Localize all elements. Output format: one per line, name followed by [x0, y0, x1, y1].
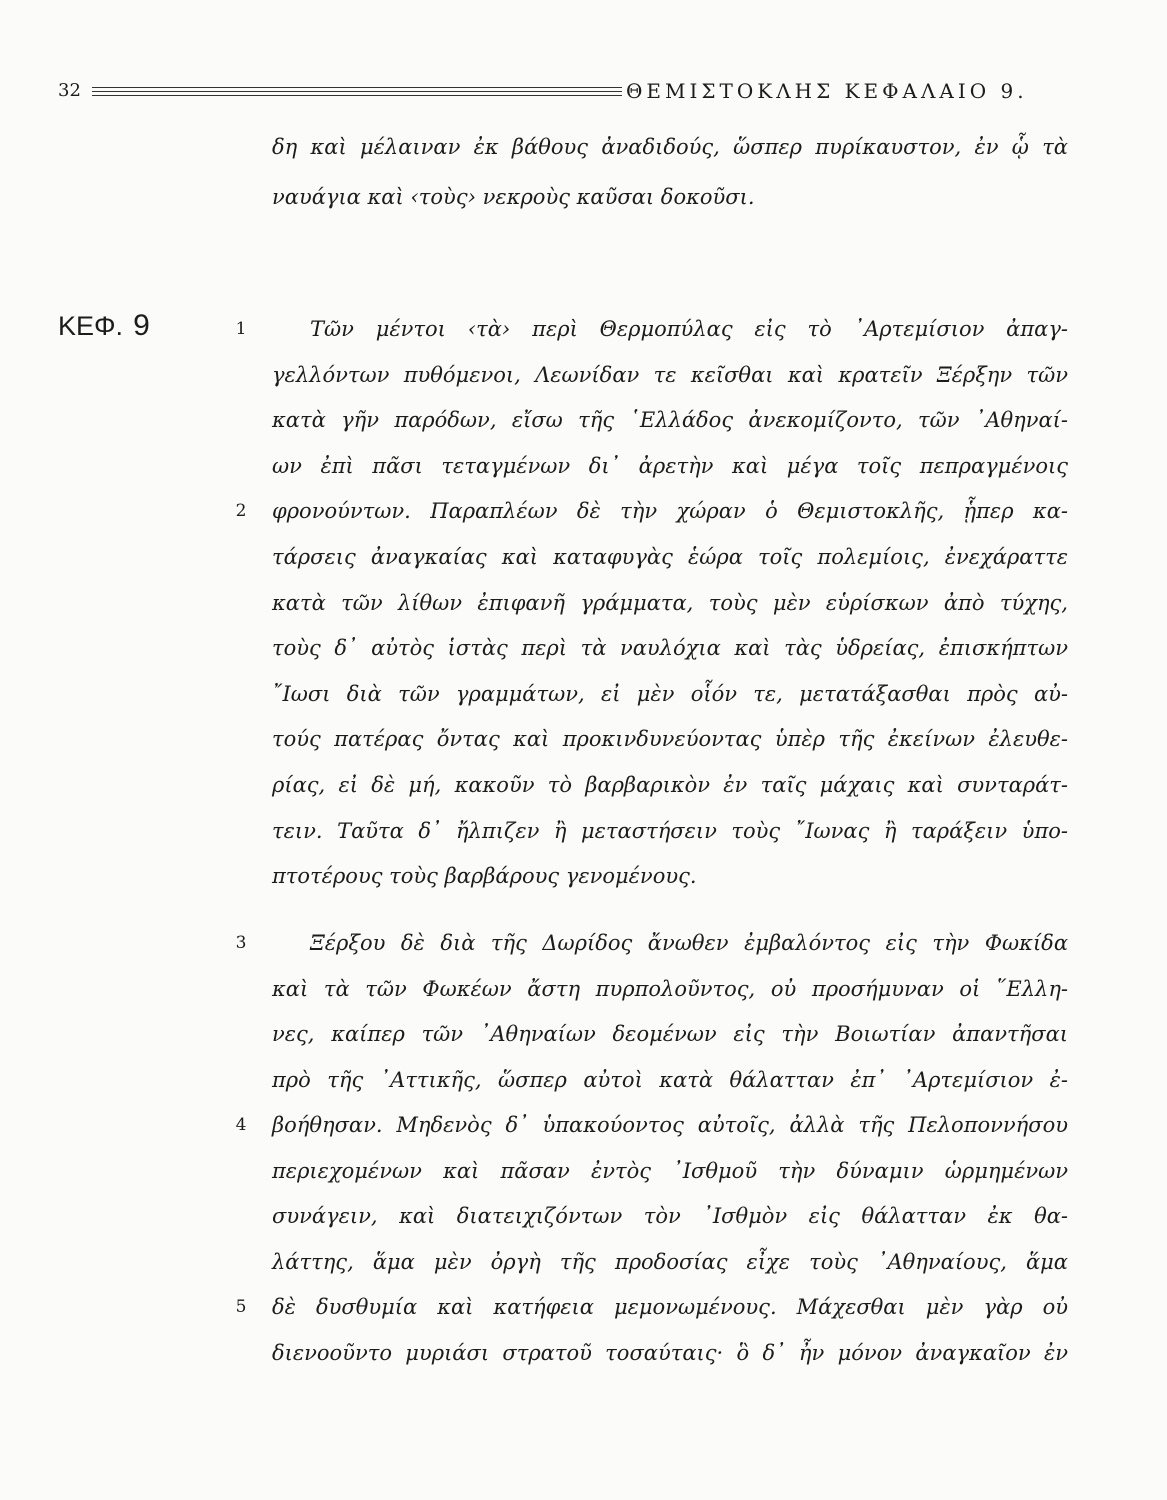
header-rule	[92, 95, 622, 96]
text-line: λάττης, ἅμα μὲν ὀργὴ τῆς προδοσίας εἶχε τοὺς ᾿Αθηναίους, ἅμα	[272, 1250, 1068, 1274]
text-line: ων ἐπὶ πᾶσι τεταγμένων δι᾿ ἀρετὴν καὶ μέγα τοῖς πεπραγμένοις	[272, 454, 1068, 478]
text-line: πρὸ τῆς ᾿Αττικῆς, ὥσπερ αὐτοὶ κατὰ θάλατταν ἐπ᾿ ᾿Αρτεμίσιον ἐ-	[272, 1068, 1068, 1092]
section-number: 3	[235, 933, 247, 953]
text-line: φρονούντων. Παραπλέων δὲ τὴν χώραν ὁ Θεμιστοκλῆς, ᾗπερ κα-	[272, 499, 1068, 523]
text-line: νες, καίπερ τῶν ᾿Αθηναίων δεομένων εἰς τὴν Βοιωτίαν ἀπαντῆσαι	[272, 1022, 1068, 1046]
text-line: Ξέρξου δὲ διὰ τῆς Δωρίδος ἄνωθεν ἐμβαλόντος εἰς τὴν Φωκίδα	[310, 931, 1068, 955]
text-line: πτοτέρους τοὺς βαρβάρους γενομένους.	[272, 864, 697, 888]
text-line: τάρσεις ἀναγκαίας καὶ καταφυγὰς ἑώρα τοῖς πολεμίοις, ἐνεχάραττε	[272, 545, 1068, 569]
page-number: 32	[58, 80, 81, 101]
section-number: 1	[235, 319, 247, 339]
running-title: ΘΕΜΙΣΤΟΚΛΗΣ ΚΕΦΑΛΑΙΟ 9.	[626, 79, 1028, 103]
text-line: κατὰ τῶν λίθων ἐπιφανῆ γράμματα, τοὺς μὲν εὑρίσκων ἀπὸ τύχης,	[272, 591, 1068, 615]
text-line: βοήθησαν. Μηδενὸς δ᾿ ὑπακούοντος αὐτοῖς, ἀλλὰ τῆς Πελοποννήσου	[272, 1113, 1068, 1137]
text-line: τούς πατέρας ὄντας καὶ προκινδυνεύοντας ὑπὲρ τῆς ἐκείνων ἐλευθε-	[272, 727, 1068, 751]
text-line: καὶ τὰ τῶν Φωκέων ἄστη πυρπολοῦντος, οὐ προσήμυναν οἱ ῞Ελλη-	[272, 977, 1068, 1001]
section-number: 2	[235, 501, 247, 521]
section-number: 5	[235, 1297, 247, 1317]
text-line: τοὺς δ᾿ αὐτὸς ἱστὰς περὶ τὰ ναυλόχια καὶ τὰς ὑδρείας, ἐπισκήπτων	[272, 636, 1068, 660]
text-line: περιεχομένων καὶ πᾶσαν ἐντὸς ᾿Ισθμοῦ τὴν δύναμιν ὡρμημένων	[272, 1159, 1068, 1183]
running-header	[58, 76, 1078, 106]
header-rule	[92, 91, 622, 92]
chapter-heading	[58, 306, 150, 346]
text-line: συνάγειν, καὶ διατειχιζόντων τὸν ᾿Ισθμὸν εἰς θάλατταν ἐκ θα-	[272, 1204, 1068, 1228]
chapter-label: ΚΕΦ.	[58, 311, 124, 341]
text-line: διενοοῦντο μυριάσι στρατοῦ τοσαύταις· ὃ δ᾿ ἦν μόνον ἀναγκαῖον ἐν	[272, 1341, 1068, 1365]
text-line: ῎Ιωσι διὰ τῶν γραμμάτων, εἰ μὲν οἷόν τε, μετατάξασθαι πρὸς αὐ-	[272, 682, 1068, 706]
text-line: ρίας, εἰ δὲ μή, κακοῦν τὸ βαρβαρικὸν ἐν ταῖς μάχαις καὶ συνταράτ-	[272, 773, 1068, 797]
section-number: 4	[235, 1115, 247, 1135]
text-line: γελλόντων πυθόμενοι, Λεωνίδαν τε κεῖσθαι καὶ κρατεῖν Ξέρξην τῶν	[272, 363, 1068, 387]
text-line: δη καὶ μέλαιναν ἐκ βάθους ἀναδιδούς, ὥσπερ πυρίκαυστον, ἐν ᾧ τὰ	[272, 135, 1068, 159]
text-line: Τῶν μέντοι ‹τὰ› περὶ Θερμοπύλας εἰς τὸ ᾿Αρτεμίσιον ἀπαγ-	[310, 317, 1068, 341]
chapter-number: 9	[133, 309, 150, 342]
text-line: τειν. Ταῦτα δ᾿ ἤλπιζεν ἢ μεταστήσειν τοὺς ῎Ιωνας ἢ ταράξειν ὑπο-	[272, 819, 1068, 843]
text-line: κατὰ γῆν παρόδων, εἴσω τῆς ῾Ελλάδος ἀνεκομίζοντο, τῶν ᾿Αθηναί-	[272, 408, 1068, 432]
text-line: ναυάγια καὶ ‹τοὺς› νεκροὺς καῦσαι δοκοῦσι.	[272, 185, 755, 209]
text-line: δὲ δυσθυμία καὶ κατήφεια μεμονωμένους. Μάχεσθαι μὲν γὰρ οὐ	[272, 1295, 1068, 1319]
header-rule	[92, 87, 622, 88]
